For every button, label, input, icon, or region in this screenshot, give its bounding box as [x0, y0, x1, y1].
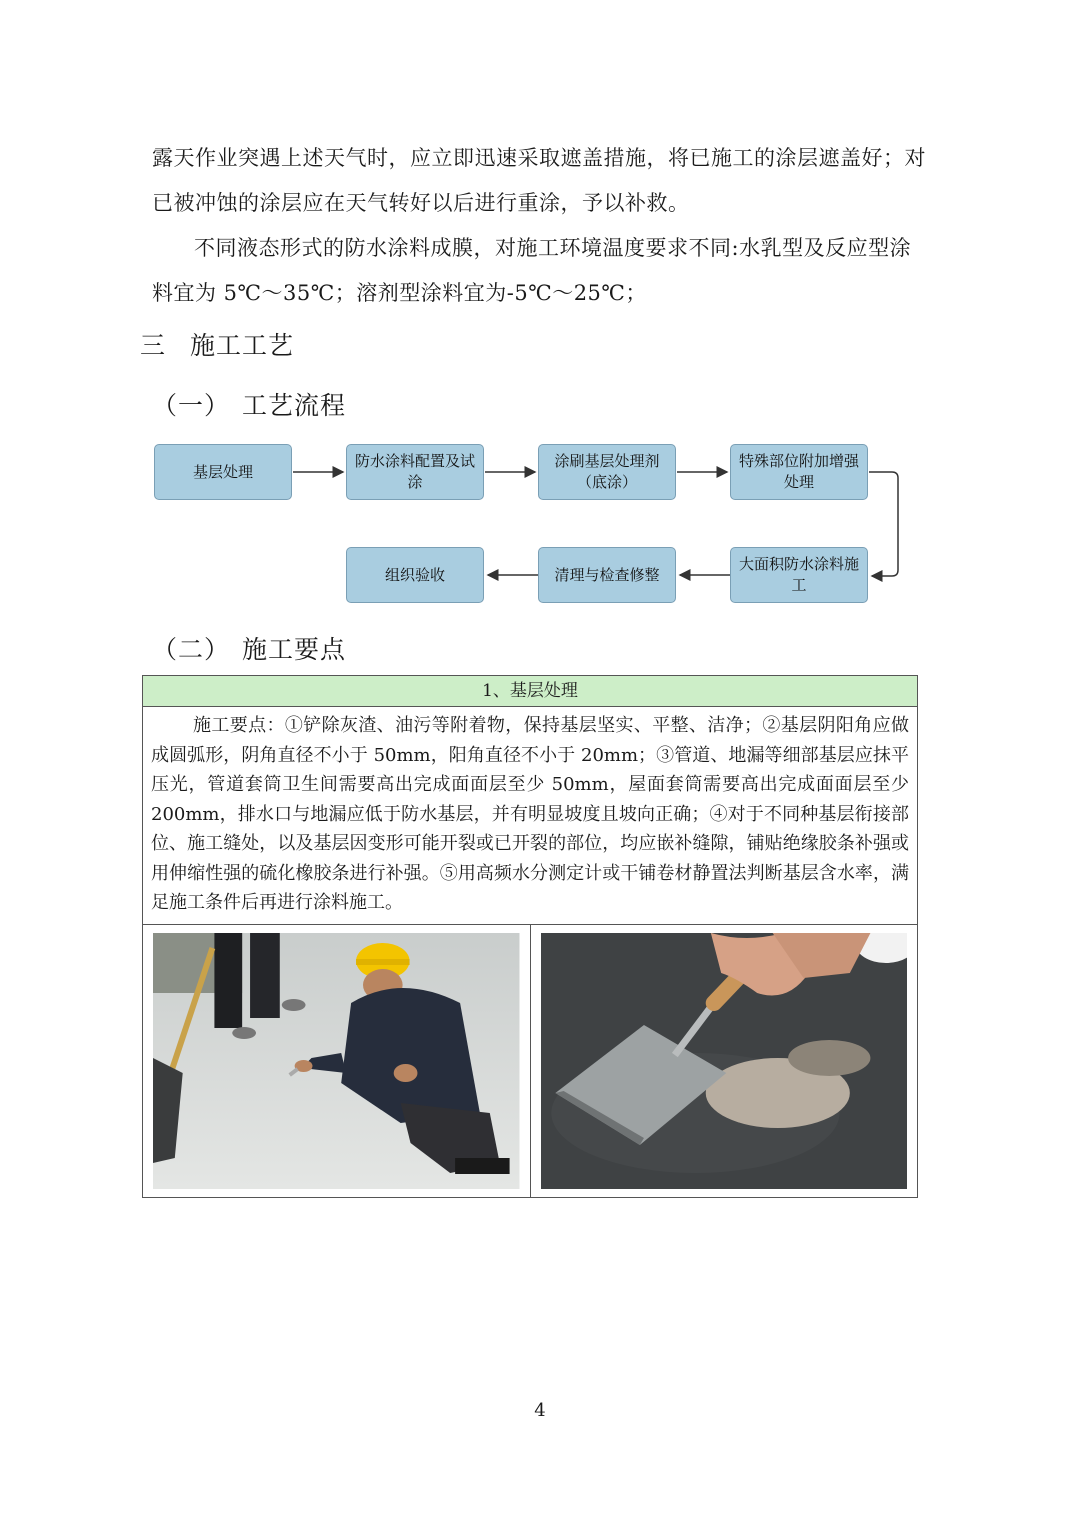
table-photos-row [143, 925, 917, 1197]
section-title: 施工工艺 [190, 331, 295, 360]
text-line: 已被冲蚀的涂层应在天气转好以后进行重涂，予以补救。 [152, 191, 690, 215]
intro-paragraph-2 [152, 226, 932, 316]
text-line: 料宜为 5℃～35℃；溶剂型涂料宜为-5℃～25℃； [152, 281, 647, 305]
table-body [143, 707, 917, 925]
flow-step-primer: 涂刷基层处理剂 （底涂） [538, 444, 676, 500]
text-line: 不同液态形式的防水涂料成膜，对施工环境温度要求不同:水乳型及反应型涂 [194, 236, 912, 260]
table-header: 1、基层处理 [143, 676, 917, 707]
flow-step-base-treatment: 基层处理 [154, 444, 292, 500]
subsection-number: （二） [152, 635, 231, 664]
table-body-text: 施工要点：①铲除灰渣、油污等附着物，保持基层坚实、平整、洁净；②基层阴阳角应做成圆弧形，阴角直径不小于 50mm，阳角直径不小于 20mm；③管道、地漏等细部基层应抹平压光，管道套筒卫生间需要高出完成面面层至少 50mm，屋面套筒需要高出完成面面层至少 200mm，排水口与地漏应低于防水基层，并有明显坡度且坡向正确；④对于不同种基层衔接部位、施工缝处，以及基层因变形可能开裂或已开裂的部位，均应嵌补缝隙，铺贴绝缘胶条补强或用伸缩性强的硫化橡胶条进行补强。⑤用高频水分测定计或干铺卷材静置法判断基层含水率，满足施工条件后再进行涂料施工。 [151, 715, 909, 913]
subsection-title: 工艺流程 [242, 391, 347, 420]
photo-trowel-filling [541, 933, 908, 1189]
intro-paragraph-1 [152, 136, 932, 226]
text-line: 露天作业突遇上述天气时，应立即迅速采取遮盖措施，将已施工的涂层遮盖好；对 [152, 146, 926, 170]
flow-step-mix-trial: 防水涂料配置及试 涂 [346, 444, 484, 500]
subsection-heading-2 [152, 630, 346, 666]
subsection-heading-1 [152, 386, 346, 422]
section-number: 三 [140, 331, 167, 360]
construction-points-table [142, 675, 918, 1198]
section-heading [140, 326, 294, 362]
flow-step-acceptance: 组织验收 [346, 547, 484, 603]
photo-cell-left [143, 925, 530, 1197]
flow-step-large-area: 大面积防水涂料施 工 [730, 547, 868, 603]
flow-step-reinforcement: 特殊部位附加增强 处理 [730, 444, 868, 500]
page-number: 4 [534, 1400, 546, 1421]
subsection-title: 施工要点 [242, 635, 347, 664]
flow-step-inspection: 清理与检查修整 [538, 547, 676, 603]
arrow-down-turn [869, 472, 898, 576]
subsection-number: （一） [152, 391, 231, 420]
photo-cell-right [530, 925, 918, 1197]
photo-worker-scraping [153, 933, 520, 1189]
